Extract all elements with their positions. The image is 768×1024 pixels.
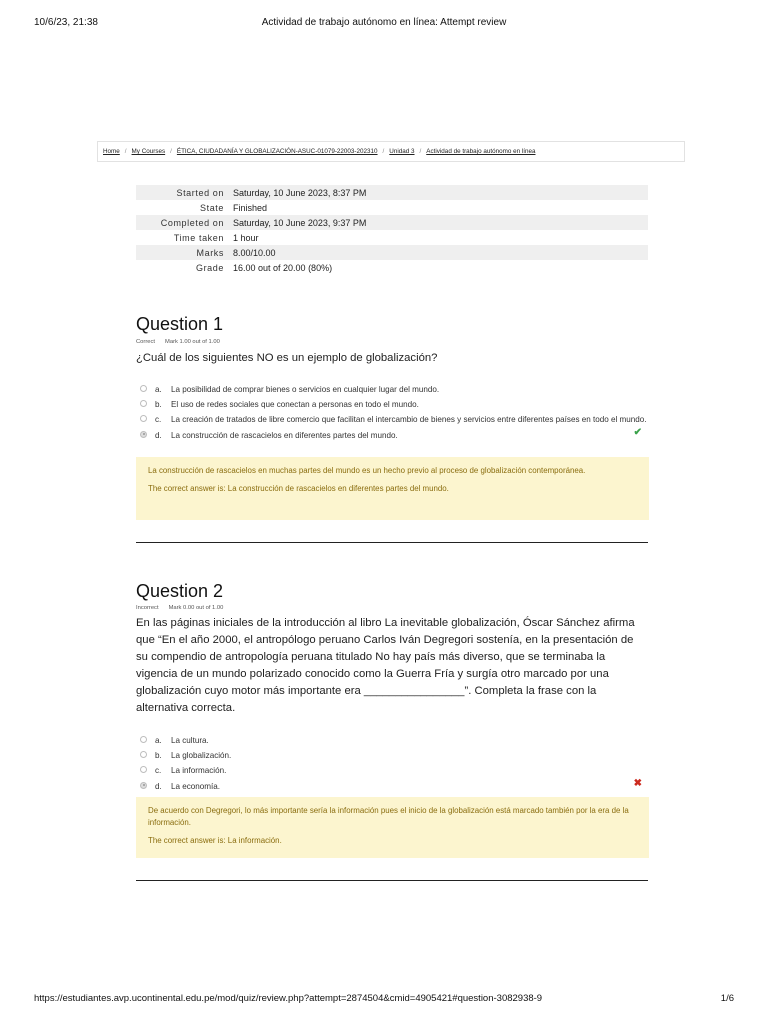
question-2-status — [136, 605, 233, 611]
question-2-state: Incorrect — [136, 605, 159, 611]
answer-letter: c. — [155, 415, 162, 425]
radio-button[interactable] — [140, 736, 147, 743]
radio-button[interactable] — [140, 400, 147, 407]
summary-row — [136, 230, 648, 245]
print-page-number: 1/6 — [720, 993, 734, 1004]
summary-value: Finished — [233, 202, 268, 213]
question-1-feedback — [136, 457, 649, 520]
print-timestamp: 10/6/23, 21:38 — [34, 17, 98, 28]
summary-value: Saturday, 10 June 2023, 9:37 PM — [231, 215, 648, 230]
question-1-text: ¿Cuál de los siguientes NO es un ejemplo de globalización? — [136, 352, 438, 364]
radio-button-selected[interactable] — [140, 782, 147, 789]
answer-option[interactable] — [140, 764, 648, 778]
specific-feedback: La construcción de rascacielos en muchas partes del mundo es un hecho previo al proceso de globalización contemporánea. — [148, 466, 586, 475]
breadcrumb-separator: / — [382, 148, 385, 155]
summary-label: State — [199, 202, 224, 213]
answer-text: La posibilidad de comprar bienes o servicios en cualquier lugar del mundo. — [171, 385, 440, 394]
question-2-title: Question 2 — [136, 581, 224, 601]
summary-label: Started on — [136, 185, 231, 200]
answer-text: El uso de redes sociales que conectan a personas en todo el mundo. — [171, 400, 419, 410]
question-1-status — [136, 339, 230, 345]
attempt-summary-table — [136, 185, 648, 275]
question-2-answers — [140, 734, 648, 795]
cross-icon: ✖ — [633, 777, 642, 789]
answer-option[interactable] — [140, 413, 648, 427]
print-footer — [34, 993, 734, 1007]
question-1-mark: Mark 1.00 out of 1.00 — [165, 339, 220, 345]
answer-text: La globalización. — [171, 751, 232, 761]
answer-letter: b. — [155, 751, 162, 761]
summary-row — [136, 185, 648, 200]
radio-button[interactable] — [140, 766, 147, 773]
summary-value: 8.00/10.00 — [231, 245, 648, 260]
radio-button[interactable] — [140, 751, 147, 758]
breadcrumb-activity-link[interactable]: Actividad de trabajo autónomo en línea — [426, 148, 536, 155]
print-title: Actividad de trabajo autónomo en línea: Attempt review — [261, 17, 507, 28]
breadcrumb-my-courses-link[interactable]: My Courses — [131, 148, 166, 155]
summary-value: 1 hour — [233, 232, 259, 243]
summary-label: Time taken — [173, 232, 224, 243]
radio-button[interactable] — [140, 385, 147, 392]
answer-text: La información. — [171, 766, 227, 776]
radio-button-selected[interactable] — [140, 431, 147, 438]
answer-letter: d. — [155, 781, 162, 791]
specific-feedback: De acuerdo con Degregori, lo más importante sería la información pues el inicio de la globalización está marcado también por la era de la información. — [148, 806, 629, 827]
answer-text: La economía. — [171, 781, 221, 791]
summary-label: Grade — [195, 262, 224, 273]
answer-letter: a. — [155, 385, 162, 394]
breadcrumb-separator: / — [124, 148, 127, 155]
answer-text: La cultura. — [171, 736, 209, 745]
summary-label: Marks — [136, 245, 231, 260]
answer-text: La creación de tratados de libre comercio que facilitan el intercambio de bienes y servicios entre diferentes países en todo el mundo. — [171, 415, 647, 425]
question-divider — [136, 542, 648, 543]
radio-button[interactable] — [140, 415, 147, 422]
answer-option[interactable] — [140, 383, 648, 397]
summary-value: 16.00 out of 20.00 (80%) — [233, 262, 333, 273]
breadcrumb-separator: / — [170, 148, 172, 155]
summary-row — [136, 245, 648, 260]
question-2-feedback — [136, 797, 649, 858]
question-2-mark: Mark 0.00 out of 1.00 — [168, 605, 224, 611]
question-1-state: Correct — [136, 339, 156, 345]
correct-answer-text: The correct answer is: La información. — [148, 836, 282, 845]
summary-row — [136, 260, 648, 275]
summary-value: Saturday, 10 June 2023, 8:37 PM — [231, 185, 648, 200]
answer-text: La construcción de rascacielos en diferentes partes del mundo. — [171, 430, 398, 440]
summary-row — [136, 200, 648, 215]
question-1-title: Question 1 — [136, 314, 224, 334]
answer-option[interactable] — [140, 749, 648, 763]
answer-letter: a. — [155, 736, 162, 745]
question-1-answers — [140, 383, 648, 444]
breadcrumb — [97, 141, 685, 162]
print-url: https://estudiantes.avp.ucontinental.edu.pe/mod/quiz/review.php?attempt=2874504&cmid=4905421#question-3082938-9 — [34, 993, 543, 1004]
breadcrumb-course-link[interactable]: ÉTICA, CIUDADANÍA Y GLOBALIZACIÓN-ASUC-01079-22003-202310 — [176, 148, 378, 155]
check-icon: ✔ — [633, 426, 642, 438]
answer-option[interactable] — [140, 734, 648, 748]
answer-letter: b. — [155, 400, 162, 410]
question-divider — [136, 880, 648, 881]
answer-letter: d. — [155, 430, 162, 440]
answer-option-selected[interactable] — [140, 777, 648, 794]
answer-option[interactable] — [140, 398, 648, 412]
correct-answer-text: The correct answer is: La construcción de rascacielos en diferentes partes del mundo. — [148, 484, 449, 493]
print-header — [34, 17, 734, 31]
question-2-text: En las páginas iniciales de la introducción al libro La inevitable globalización, Óscar Sánchez afirma que “En el año 2000, el antropólogo peruano Carlos Iván Degregori sostenía, en la presentación de su compendio de antropología peruana titulado No hay país más diverso, que se terminaba la vigencia de un mundo polarizado conocido como la Guerra Fría y surgía otro marcado por una globalización cuyo motor más importante era ________________”. Completa la frase con la alternativa correcta. — [136, 617, 635, 714]
summary-row — [136, 215, 648, 230]
answer-option-selected[interactable] — [140, 426, 648, 443]
summary-label: Completed on — [136, 215, 231, 230]
answer-letter: c. — [155, 766, 162, 776]
breadcrumb-unit-link[interactable]: Unidad 3 — [389, 148, 415, 155]
breadcrumb-home-link[interactable]: Home — [103, 148, 120, 155]
breadcrumb-separator: / — [419, 148, 422, 155]
